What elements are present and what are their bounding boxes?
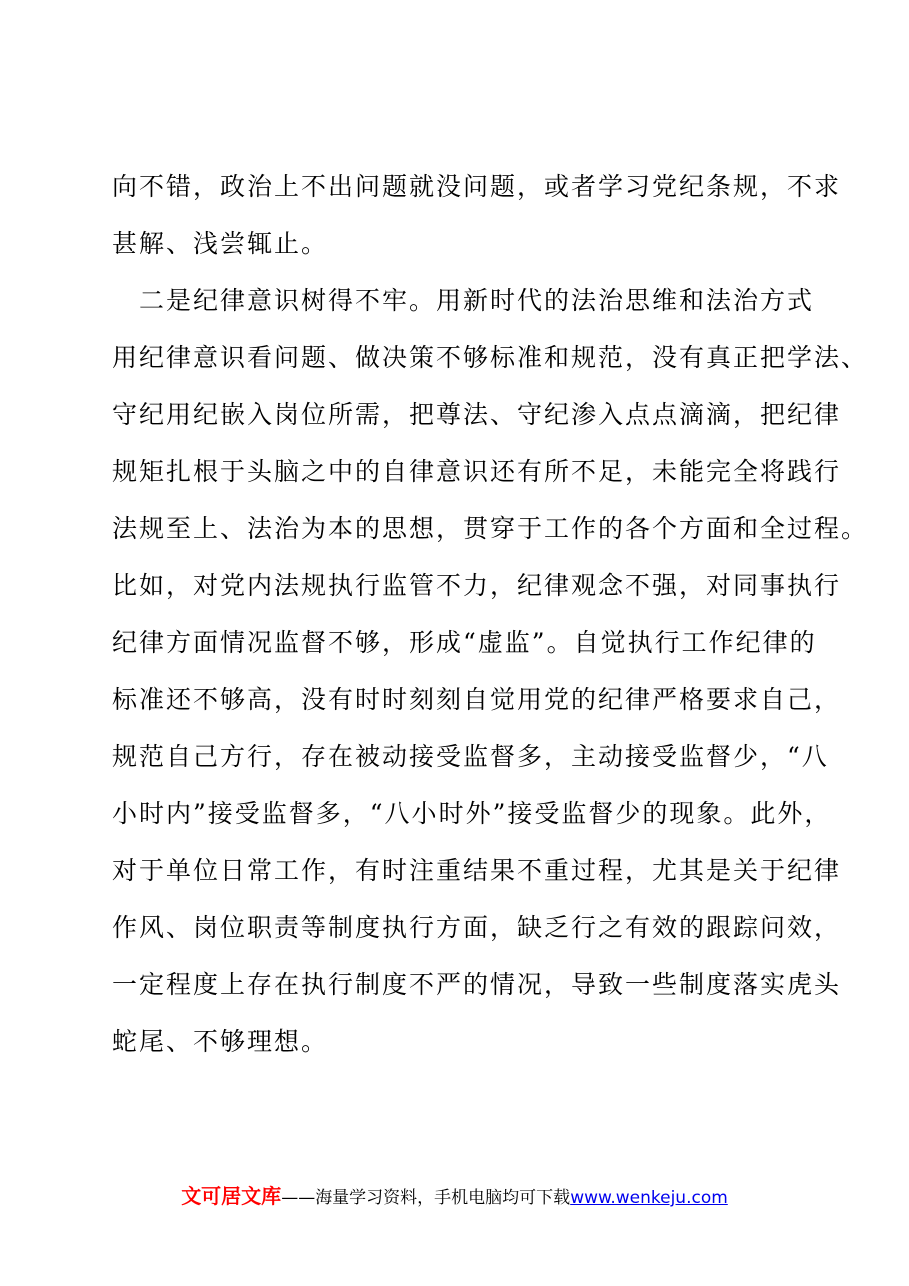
text-line-3: 二是纪律意识树得不牢。用新时代的法治思维和法治方式 [112, 286, 815, 315]
text-line-9: 纪律方面情况监督不够，形成“虚监”。自觉执行工作纪律的 [112, 628, 817, 657]
page-footer [0, 1178, 909, 1216]
text-line-12: 小时内”接受监督多，“八小时外”接受监督少的现象。此外， [112, 799, 832, 828]
footer-brand: 文可居文库 [181, 1184, 282, 1208]
text-line-1: 向不错，政治上不出问题就没问题，或者学习党纪条规，不求 [112, 172, 842, 201]
text-line-8: 比如，对党内法规执行监管不力，纪律观念不强，对同事执行 [112, 571, 842, 600]
document-body [112, 163, 869, 1075]
text-line-7: 法规至上、法治为本的思想，贯穿于工作的各个方面和全过程。 [112, 514, 869, 543]
text-line-4: 用纪律意识看问题、做决策不够标准和规范，没有真正把学法、 [112, 343, 869, 372]
text-line-11: 规范自己方行，存在被动接受监督多，主动接受监督少，“八 [112, 742, 829, 771]
text-line-6: 规矩扎根于头脑之中的自律意识还有所不足，未能完全将践行 [112, 457, 842, 486]
text-line-16: 蛇尾、不够理想。 [112, 1027, 329, 1056]
text-line-2: 甚解、浅尝辄止。 [112, 229, 329, 258]
text-line-10: 标准还不够高，没有时时刻刻自觉用党的纪律严格要求自己， [112, 685, 842, 714]
text-line-5: 守纪用纪嵌入岗位所需，把尊法、守纪渗入点点滴滴，把纪律 [112, 400, 842, 429]
text-line-13: 对于单位日常工作，有时注重结果不重过程，尤其是关于纪律 [112, 856, 842, 885]
text-line-15: 一定程度上存在执行制度不严的情况，导致一些制度落实虎头 [112, 970, 842, 999]
footer-site-link[interactable]: www.wenkeju.com [570, 1188, 728, 1208]
text-line-14: 作风、岗位职责等制度执行方面，缺乏行之有效的跟踪问效， [112, 913, 842, 942]
footer-tagline: ——海量学习资料，手机电脑均可下载 [281, 1188, 571, 1208]
